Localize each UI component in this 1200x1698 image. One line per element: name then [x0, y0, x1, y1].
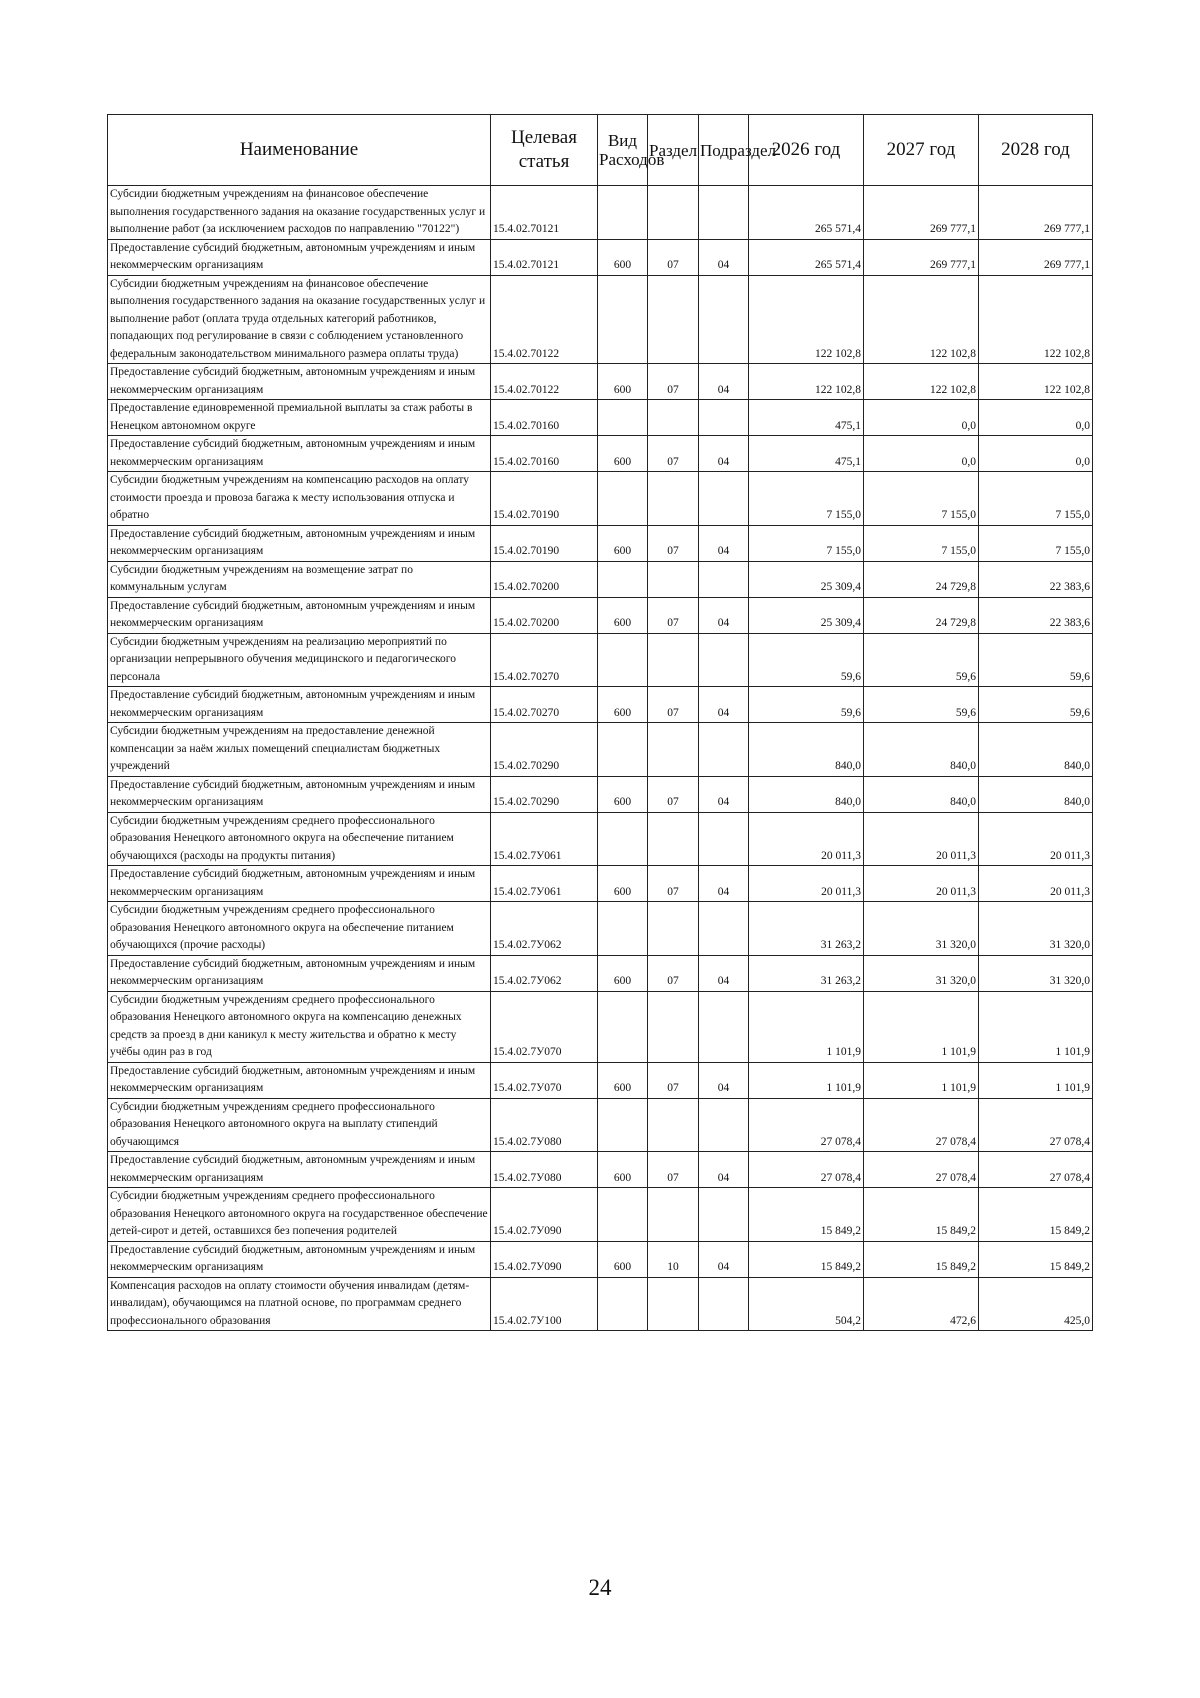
row-subsection	[699, 1098, 749, 1152]
row-amount-2027: 1 101,9	[864, 1062, 979, 1098]
row-name: Предоставление субсидий бюджетным, автономным учреждениям и иным некоммерческим организациям	[108, 525, 491, 561]
row-name: Компенсация расходов на оплату стоимости обучения инвалидам (детям-инвалидам), обучающимся на платной основе, по программам среднего профессионального образования	[108, 1277, 491, 1331]
row-amount-2026: 31 263,2	[749, 902, 864, 956]
row-subsection: 04	[699, 597, 749, 633]
row-name: Предоставление субсидий бюджетным, автономным учреждениям и иным некоммерческим организациям	[108, 955, 491, 991]
row-target-article: 15.4.02.70121	[491, 239, 598, 275]
row-amount-2027: 269 777,1	[864, 239, 979, 275]
row-amount-2026: 840,0	[749, 723, 864, 777]
row-section	[648, 633, 699, 687]
row-section	[648, 1098, 699, 1152]
row-amount-2028: 15 849,2	[979, 1188, 1093, 1242]
row-section: 10	[648, 1241, 699, 1277]
row-amount-2027: 472,6	[864, 1277, 979, 1331]
row-target-article: 15.4.02.70190	[491, 472, 598, 526]
row-amount-2026: 15 849,2	[749, 1241, 864, 1277]
row-section	[648, 472, 699, 526]
row-target-article: 15.4.02.70270	[491, 687, 598, 723]
row-amount-2027: 59,6	[864, 633, 979, 687]
table-row	[108, 1188, 1093, 1242]
row-section	[648, 186, 699, 240]
row-subsection	[699, 633, 749, 687]
row-amount-2027: 20 011,3	[864, 866, 979, 902]
table-row	[108, 633, 1093, 687]
table-row	[108, 866, 1093, 902]
row-name: Субсидии бюджетным учреждениям среднего профессионального образования Ненецкого автономного округа на государственное обеспечение детей-сирот и детей, оставшихся без попечения родителей	[108, 1188, 491, 1242]
row-amount-2026: 122 102,8	[749, 275, 864, 364]
row-amount-2027: 20 011,3	[864, 812, 979, 866]
row-target-article: 15.4.02.7У080	[491, 1098, 598, 1152]
row-section	[648, 1277, 699, 1331]
row-amount-2026: 59,6	[749, 633, 864, 687]
row-name: Субсидии бюджетным учреждениям на компенсацию расходов на оплату стоимости проезда и провоза багажа к месту использования отпуска и обратно	[108, 472, 491, 526]
row-amount-2027: 27 078,4	[864, 1098, 979, 1152]
row-amount-2028: 1 101,9	[979, 991, 1093, 1062]
table-row	[108, 991, 1093, 1062]
row-amount-2027: 1 101,9	[864, 991, 979, 1062]
row-amount-2028: 0,0	[979, 436, 1093, 472]
row-target-article: 15.4.02.7У070	[491, 991, 598, 1062]
row-section: 07	[648, 597, 699, 633]
row-section: 07	[648, 866, 699, 902]
table-row	[108, 1098, 1093, 1152]
row-expense-type: 600	[598, 436, 648, 472]
row-amount-2028: 0,0	[979, 400, 1093, 436]
row-amount-2028: 22 383,6	[979, 597, 1093, 633]
row-amount-2028: 840,0	[979, 723, 1093, 777]
row-expense-type: 600	[598, 525, 648, 561]
table-row	[108, 472, 1093, 526]
row-expense-type	[598, 723, 648, 777]
row-subsection	[699, 400, 749, 436]
row-amount-2026: 265 571,4	[749, 186, 864, 240]
row-amount-2026: 1 101,9	[749, 1062, 864, 1098]
row-target-article: 15.4.02.70160	[491, 400, 598, 436]
table-row	[108, 525, 1093, 561]
row-target-article: 15.4.02.70122	[491, 275, 598, 364]
row-name: Предоставление субсидий бюджетным, автономным учреждениям и иным некоммерческим организациям	[108, 687, 491, 723]
table-row	[108, 723, 1093, 777]
table-row	[108, 1062, 1093, 1098]
header-year-2026: 2026 год	[749, 115, 864, 186]
row-amount-2027: 24 729,8	[864, 597, 979, 633]
row-subsection: 04	[699, 364, 749, 400]
header-year-2028: 2028 год	[979, 115, 1093, 186]
row-name: Предоставление субсидий бюджетным, автономным учреждениям и иным некоммерческим организациям	[108, 776, 491, 812]
row-amount-2028: 269 777,1	[979, 186, 1093, 240]
row-subsection	[699, 186, 749, 240]
row-section	[648, 991, 699, 1062]
row-expense-type	[598, 1277, 648, 1331]
row-target-article: 15.4.02.70290	[491, 776, 598, 812]
row-name: Предоставление субсидий бюджетным, автономным учреждениям и иным некоммерческим организациям	[108, 866, 491, 902]
row-subsection	[699, 275, 749, 364]
row-amount-2027: 840,0	[864, 776, 979, 812]
row-name: Субсидии бюджетным учреждениям на возмещение затрат по коммунальным услугам	[108, 561, 491, 597]
row-subsection: 04	[699, 776, 749, 812]
row-section: 07	[648, 1152, 699, 1188]
row-amount-2026: 475,1	[749, 436, 864, 472]
row-amount-2026: 27 078,4	[749, 1098, 864, 1152]
table-row	[108, 597, 1093, 633]
row-expense-type: 600	[598, 1062, 648, 1098]
row-section: 07	[648, 436, 699, 472]
table-row	[108, 1277, 1093, 1331]
row-amount-2027: 7 155,0	[864, 525, 979, 561]
row-target-article: 15.4.02.70190	[491, 525, 598, 561]
row-expense-type: 600	[598, 955, 648, 991]
row-expense-type	[598, 472, 648, 526]
row-expense-type: 600	[598, 1152, 648, 1188]
row-amount-2028: 27 078,4	[979, 1152, 1093, 1188]
row-amount-2027: 59,6	[864, 687, 979, 723]
table-row	[108, 561, 1093, 597]
row-amount-2028: 31 320,0	[979, 955, 1093, 991]
row-name: Предоставление субсидий бюджетным, автономным учреждениям и иным некоммерческим организациям	[108, 1062, 491, 1098]
row-name: Предоставление субсидий бюджетным, автономным учреждениям и иным некоммерческим организациям	[108, 1152, 491, 1188]
table-row	[108, 812, 1093, 866]
row-name: Субсидии бюджетным учреждениям среднего профессионального образования Ненецкого автономного округа на обеспечение питанием обучающихся (расходы на продукты питания)	[108, 812, 491, 866]
row-expense-type	[598, 561, 648, 597]
row-expense-type: 600	[598, 239, 648, 275]
row-name: Предоставление субсидий бюджетным, автономным учреждениям и иным некоммерческим организациям	[108, 436, 491, 472]
row-section: 07	[648, 1062, 699, 1098]
row-target-article: 15.4.02.7У062	[491, 902, 598, 956]
row-amount-2028: 425,0	[979, 1277, 1093, 1331]
row-amount-2026: 25 309,4	[749, 597, 864, 633]
row-target-article: 15.4.02.70200	[491, 561, 598, 597]
row-name: Субсидии бюджетным учреждениям среднего профессионального образования Ненецкого автономного округа на компенсацию денежных средств за проезд в дни каникул к месту жительства и обратно к месту учёбы один раз в год	[108, 991, 491, 1062]
row-target-article: 15.4.02.7У070	[491, 1062, 598, 1098]
row-amount-2028: 15 849,2	[979, 1241, 1093, 1277]
row-target-article: 15.4.02.70160	[491, 436, 598, 472]
table-row	[108, 275, 1093, 364]
row-amount-2026: 25 309,4	[749, 561, 864, 597]
row-amount-2027: 0,0	[864, 436, 979, 472]
row-name: Предоставление единовременной премиальной выплаты за стаж работы в Ненецком автономном округе	[108, 400, 491, 436]
table-row	[108, 186, 1093, 240]
row-amount-2026: 20 011,3	[749, 866, 864, 902]
row-expense-type	[598, 186, 648, 240]
row-amount-2028: 122 102,8	[979, 275, 1093, 364]
row-amount-2026: 31 263,2	[749, 955, 864, 991]
row-target-article: 15.4.02.70121	[491, 186, 598, 240]
row-target-article: 15.4.02.7У100	[491, 1277, 598, 1331]
row-amount-2028: 27 078,4	[979, 1098, 1093, 1152]
table-body	[108, 186, 1093, 1331]
row-amount-2026: 59,6	[749, 687, 864, 723]
header-expense-type: Вид Расходов	[598, 115, 648, 186]
table-row	[108, 239, 1093, 275]
row-expense-type	[598, 633, 648, 687]
row-target-article: 15.4.02.7У090	[491, 1188, 598, 1242]
row-name: Субсидии бюджетным учреждениям среднего профессионального образования Ненецкого автономного округа на обеспечение питанием обучающихся (прочие расходы)	[108, 902, 491, 956]
row-amount-2027: 840,0	[864, 723, 979, 777]
row-amount-2028: 1 101,9	[979, 1062, 1093, 1098]
row-subsection: 04	[699, 955, 749, 991]
row-name: Предоставление субсидий бюджетным, автономным учреждениям и иным некоммерческим организациям	[108, 597, 491, 633]
row-name: Предоставление субсидий бюджетным, автономным учреждениям и иным некоммерческим организациям	[108, 1241, 491, 1277]
row-section	[648, 1188, 699, 1242]
row-amount-2026: 265 571,4	[749, 239, 864, 275]
row-subsection	[699, 991, 749, 1062]
row-expense-type	[598, 991, 648, 1062]
row-amount-2026: 840,0	[749, 776, 864, 812]
row-name: Субсидии бюджетным учреждениям на предоставление денежной компенсации за наём жилых помещений специалистам бюджетных учреждений	[108, 723, 491, 777]
row-name: Субсидии бюджетным учреждениям на финансовое обеспечение выполнения государственного задания на оказание государственных услуг и выполнение работ (за исключением расходов по направлению "70122")	[108, 186, 491, 240]
table-row	[108, 1152, 1093, 1188]
header-name: Наименование	[108, 115, 491, 186]
table-row	[108, 776, 1093, 812]
row-subsection: 04	[699, 866, 749, 902]
row-expense-type	[598, 1188, 648, 1242]
row-subsection	[699, 561, 749, 597]
row-name: Субсидии бюджетным учреждениям на финансовое обеспечение выполнения государственного задания на оказание государственных услуг и выполнение работ (оплата труда отдельных категорий работников, попадающих под регулирование в связи с соблюдением установленного федеральным законодательством минимального размера оплаты труда)	[108, 275, 491, 364]
row-amount-2028: 20 011,3	[979, 812, 1093, 866]
row-target-article: 15.4.02.7У061	[491, 812, 598, 866]
row-expense-type: 600	[598, 364, 648, 400]
row-section	[648, 812, 699, 866]
row-expense-type	[598, 400, 648, 436]
row-target-article: 15.4.02.70290	[491, 723, 598, 777]
row-amount-2028: 20 011,3	[979, 866, 1093, 902]
row-section	[648, 561, 699, 597]
row-subsection: 04	[699, 1152, 749, 1188]
row-amount-2027: 24 729,8	[864, 561, 979, 597]
row-section	[648, 723, 699, 777]
table-row	[108, 436, 1093, 472]
row-subsection: 04	[699, 1062, 749, 1098]
row-amount-2028: 840,0	[979, 776, 1093, 812]
row-subsection: 04	[699, 1241, 749, 1277]
row-expense-type	[598, 902, 648, 956]
row-amount-2026: 20 011,3	[749, 812, 864, 866]
table-row	[108, 400, 1093, 436]
header-subsection: Подраздел	[699, 115, 749, 186]
row-subsection: 04	[699, 436, 749, 472]
row-expense-type: 600	[598, 1241, 648, 1277]
budget-table	[107, 114, 1093, 1331]
table-header-row	[108, 115, 1093, 186]
row-section: 07	[648, 687, 699, 723]
row-amount-2028: 59,6	[979, 633, 1093, 687]
row-subsection	[699, 1188, 749, 1242]
row-subsection	[699, 902, 749, 956]
row-expense-type	[598, 275, 648, 364]
row-amount-2027: 27 078,4	[864, 1152, 979, 1188]
row-subsection: 04	[699, 239, 749, 275]
row-section: 07	[648, 525, 699, 561]
row-expense-type: 600	[598, 687, 648, 723]
row-target-article: 15.4.02.7У080	[491, 1152, 598, 1188]
row-subsection	[699, 1277, 749, 1331]
row-amount-2028: 7 155,0	[979, 525, 1093, 561]
row-target-article: 15.4.02.70122	[491, 364, 598, 400]
row-amount-2028: 269 777,1	[979, 239, 1093, 275]
row-section: 07	[648, 239, 699, 275]
row-target-article: 15.4.02.70200	[491, 597, 598, 633]
row-expense-type: 600	[598, 776, 648, 812]
row-amount-2028: 22 383,6	[979, 561, 1093, 597]
table-row	[108, 687, 1093, 723]
row-amount-2026: 1 101,9	[749, 991, 864, 1062]
row-target-article: 15.4.02.7У090	[491, 1241, 598, 1277]
row-amount-2028: 7 155,0	[979, 472, 1093, 526]
row-amount-2028: 59,6	[979, 687, 1093, 723]
row-section	[648, 400, 699, 436]
row-expense-type	[598, 812, 648, 866]
table-row	[108, 1241, 1093, 1277]
row-amount-2026: 504,2	[749, 1277, 864, 1331]
table-row	[108, 955, 1093, 991]
row-amount-2027: 15 849,2	[864, 1188, 979, 1242]
row-target-article: 15.4.02.70270	[491, 633, 598, 687]
row-amount-2027: 122 102,8	[864, 275, 979, 364]
row-target-article: 15.4.02.7У062	[491, 955, 598, 991]
row-amount-2027: 15 849,2	[864, 1241, 979, 1277]
row-section	[648, 902, 699, 956]
row-amount-2026: 27 078,4	[749, 1152, 864, 1188]
row-section	[648, 275, 699, 364]
row-amount-2026: 475,1	[749, 400, 864, 436]
row-amount-2027: 0,0	[864, 400, 979, 436]
row-amount-2027: 7 155,0	[864, 472, 979, 526]
row-name: Предоставление субсидий бюджетным, автономным учреждениям и иным некоммерческим организациям	[108, 239, 491, 275]
row-amount-2027: 122 102,8	[864, 364, 979, 400]
header-year-2027: 2027 год	[864, 115, 979, 186]
row-expense-type: 600	[598, 597, 648, 633]
row-amount-2027: 31 320,0	[864, 902, 979, 956]
row-amount-2026: 7 155,0	[749, 472, 864, 526]
header-section: Раздел	[648, 115, 699, 186]
row-section: 07	[648, 776, 699, 812]
row-section: 07	[648, 955, 699, 991]
row-amount-2027: 31 320,0	[864, 955, 979, 991]
row-section: 07	[648, 364, 699, 400]
row-subsection: 04	[699, 525, 749, 561]
row-name: Предоставление субсидий бюджетным, автономным учреждениям и иным некоммерческим организациям	[108, 364, 491, 400]
row-name: Субсидии бюджетным учреждениям среднего профессионального образования Ненецкого автономного округа на выплату стипендий обучающимся	[108, 1098, 491, 1152]
row-amount-2026: 15 849,2	[749, 1188, 864, 1242]
row-expense-type	[598, 1098, 648, 1152]
row-subsection	[699, 472, 749, 526]
row-subsection	[699, 723, 749, 777]
row-subsection	[699, 812, 749, 866]
row-subsection: 04	[699, 687, 749, 723]
table-row	[108, 902, 1093, 956]
row-amount-2026: 7 155,0	[749, 525, 864, 561]
row-amount-2028: 122 102,8	[979, 364, 1093, 400]
page-number: 24	[588, 1575, 612, 1600]
header-target-article: Целевая статья	[491, 115, 598, 186]
row-amount-2027: 269 777,1	[864, 186, 979, 240]
row-amount-2028: 31 320,0	[979, 902, 1093, 956]
row-target-article: 15.4.02.7У061	[491, 866, 598, 902]
row-expense-type: 600	[598, 866, 648, 902]
table-row	[108, 364, 1093, 400]
row-amount-2026: 122 102,8	[749, 364, 864, 400]
row-name: Субсидии бюджетным учреждениям на реализацию мероприятий по организации непрерывного обучения медицинского и педагогического персонала	[108, 633, 491, 687]
